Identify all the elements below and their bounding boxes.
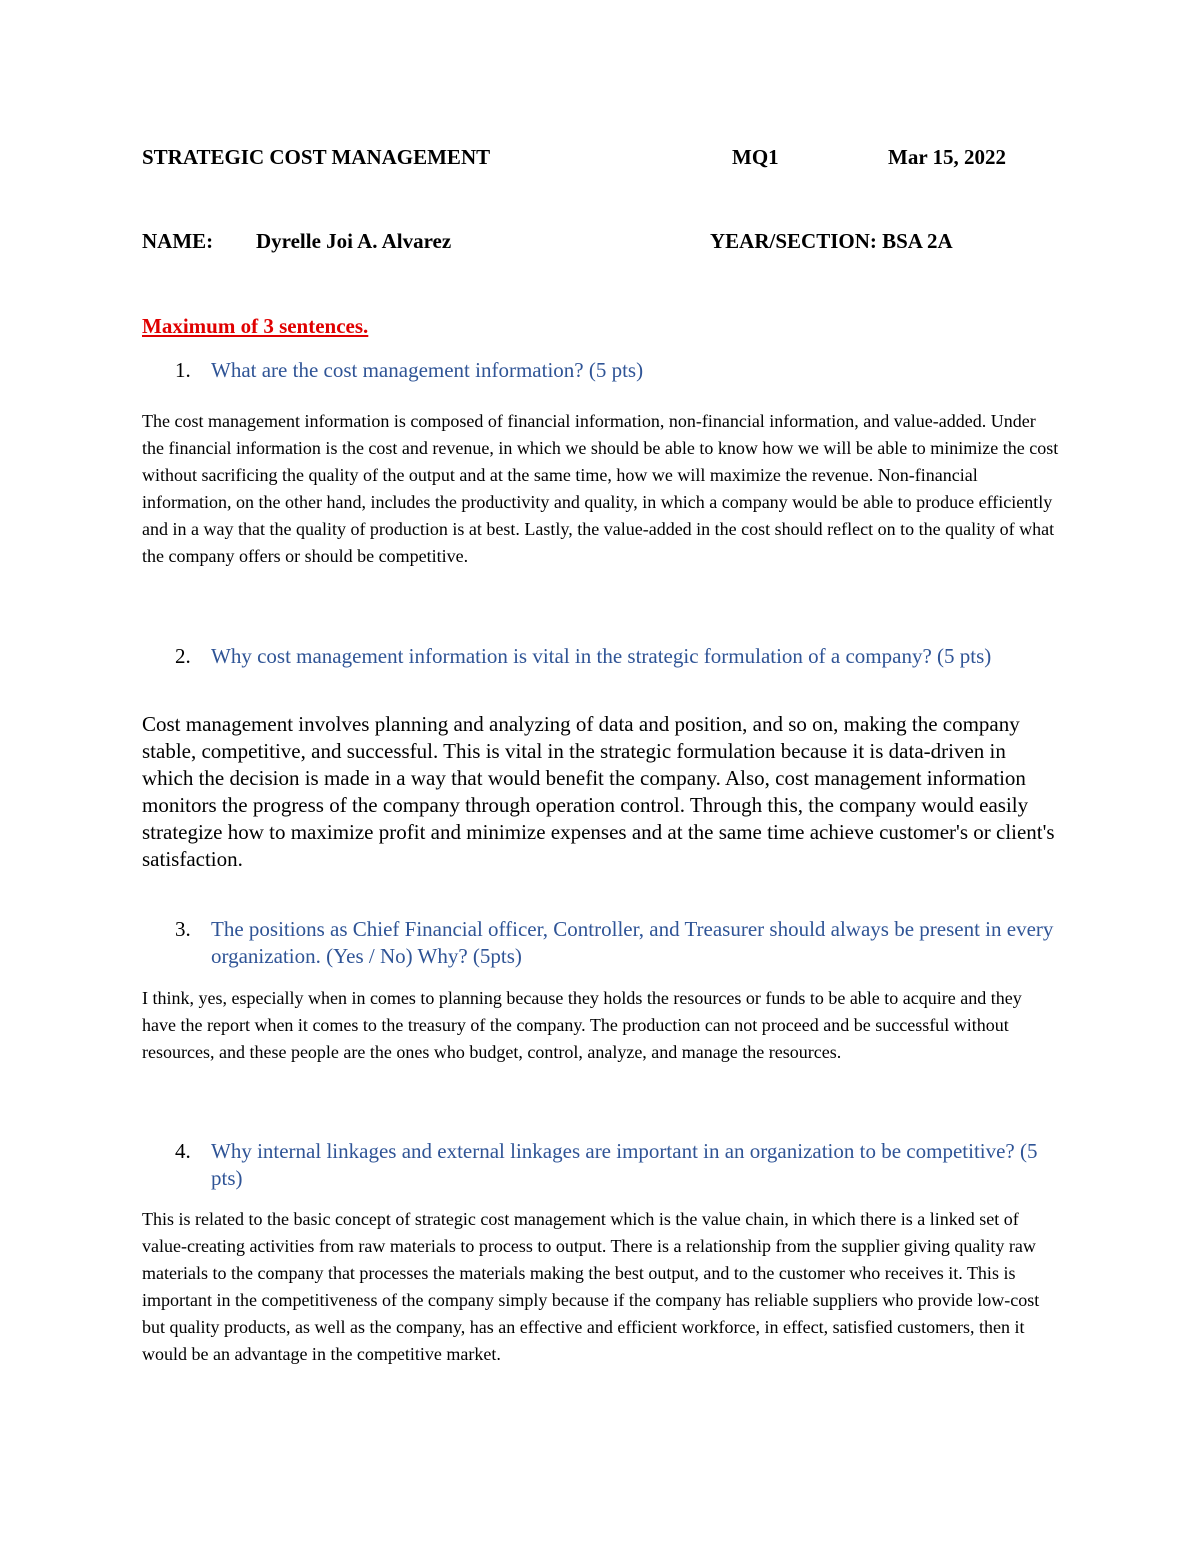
year-section: YEAR/SECTION: BSA 2A xyxy=(710,229,953,253)
exam-date: Mar 15, 2022 xyxy=(888,145,1007,169)
question-4 xyxy=(175,1138,1055,1192)
answer-2: Cost management involves planning and analyzing of data and position, and so on, making the company stable, competitive, and successful. This is vital in the strategic formulation because it is data-driven in which the decision is made in a way that would benefit the company. Also, cost management information monitors the progress of the company through operation control. Through this, the company would easily strategize how to maximize profit and minimize expenses and at the same time achieve customer's or client's satisfaction. xyxy=(142,712,1055,871)
exam-label: MQ1 xyxy=(732,145,779,169)
question-number: 3. xyxy=(175,917,191,941)
question-text: What are the cost management information? (5 pts) xyxy=(211,358,644,382)
course-title: STRATEGIC COST MANAGEMENT xyxy=(142,145,491,169)
question-text: Why cost management information is vital in the strategic formulation of a company? (5 pts) xyxy=(211,644,992,668)
answer-4: This is related to the basic concept of strategic cost management which is the value chain, in which there is a linked set of value-creating activities from raw materials to process to output. There is a relationship from the supplier giving quality raw materials to the company that processes the materials making the best output, and to the customer who receives it. This is important in the competitiveness of the company simply because if the company has reliable suppliers who provide low-cost but quality products, as well as the company, has an effective and efficient workforce, in effect, satisfied customers, then it would be an advantage in the competitive market. xyxy=(142,1209,1040,1364)
question-3 xyxy=(175,916,1055,970)
question-1 xyxy=(175,357,1055,384)
answer-1: The cost management information is composed of financial information, non-financial information, and value-added. Under the financial information is the cost and revenue, in which we should be able to know how we will be able to minimize the cost without sacrificing the quality of the output and at the same time, how we will maximize the revenue. Non-financial information, on the other hand, includes the productivity and quality, in which a company would be able to produce efficiently and in a way that the quality of production is at best. Lastly, the value-added in the cost should reflect on to the quality of what the company offers or should be competitive. xyxy=(142,411,1059,566)
question-text: The positions as Chief Financial officer, Controller, and Treasurer should always be present in every organization. (Yes / No) Why? (5pts) xyxy=(211,917,1054,968)
question-number: 1. xyxy=(175,358,191,382)
student-name: Dyrelle Joi A. Alvarez xyxy=(256,229,452,253)
question-2 xyxy=(175,643,1055,670)
name-label: NAME: xyxy=(142,229,214,253)
question-text: Why internal linkages and external linkages are important in an organization to be competitive? (5 pts) xyxy=(211,1139,1038,1190)
instruction-text: Maximum of 3 sentences. xyxy=(142,314,369,338)
question-number: 2. xyxy=(175,644,191,668)
answer-3: I think, yes, especially when in comes to planning because they holds the resources or funds to be able to acquire and they have the report when it comes to the treasury of the company. The production can not proceed and be successful without resources, and these people are the ones who budget, control, analyze, and manage the resources. xyxy=(142,988,1022,1062)
question-number: 4. xyxy=(175,1139,191,1163)
